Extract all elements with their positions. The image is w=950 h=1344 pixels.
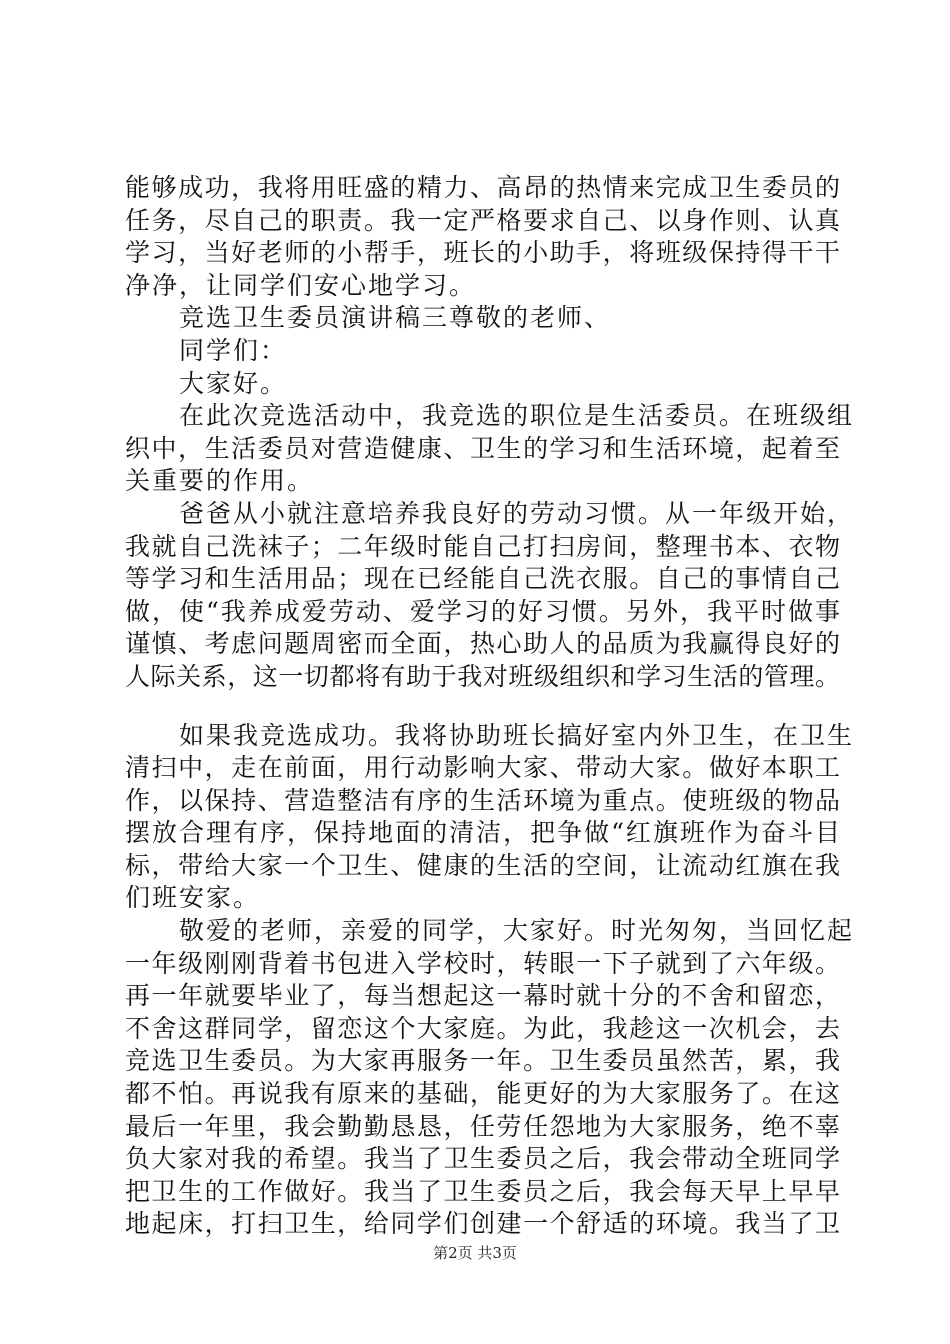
- text-line: 我就自己洗袜子；二年级时能自己打扫房间，整理书本、衣物: [125, 531, 840, 561]
- text-line: 关重要的作用。: [125, 466, 315, 496]
- text-line: 谨慎、考虑问题周密而全面，热心助人的品质为我赢得良好的: [125, 629, 840, 659]
- text-line: 织中，生活委员对营造健康、卫生的学习和生活环境，起着至: [125, 433, 840, 463]
- text-line: 敬爱的老师，亲爱的同学，大家好。时光匆匆，当回忆起: [179, 916, 855, 946]
- text-line: 不舍这群同学，留恋这个大家庭。为此，我趁这一次机会，去: [125, 1013, 840, 1043]
- text-line: 人际关系，这一切都将有助于我对班级组织和学习生活的管理。: [125, 661, 840, 691]
- text-line: 清扫中，走在前面，用行动影响大家、带动大家。做好本职工: [125, 753, 840, 783]
- text-line: 学习，当好老师的小帮手，班长的小助手，将班级保持得干干: [125, 238, 840, 268]
- text-line: 如果我竞选成功。我将协助班长搞好室内外卫生，在卫生: [179, 720, 855, 750]
- text-line: 爸爸从小就注意培养我良好的劳动习惯。从一年级开始，: [179, 498, 855, 528]
- text-line: 竞选卫生委员。为大家再服务一年。卫生委员虽然苦，累，我: [125, 1046, 840, 1076]
- text-line: 最后一年里，我会勤勤恳恳，任劳任怨地为大家服务，绝不辜: [125, 1111, 840, 1141]
- text-line: 一年级刚刚背着书包进入学校时，转眼一下子就到了六年级。: [125, 948, 840, 978]
- text-line: 在此次竞选活动中，我竞选的职位是生活委员。在班级组: [179, 401, 855, 431]
- text-line: 作，以保持、营造整洁有序的生活环境为重点。使班级的物品: [125, 785, 840, 815]
- text-line: 标，带给大家一个卫生、健康的生活的空间，让流动红旗在我: [125, 850, 840, 880]
- text-line: 地起床，打扫卫生，给同学们创建一个舒适的环境。我当了卫: [125, 1209, 840, 1239]
- text-line: 都不怕。再说我有原来的基础，能更好的为大家服务了。在这: [125, 1079, 840, 1109]
- document-body: [125, 172, 855, 1241]
- text-line: 们班安家。: [125, 883, 261, 913]
- text-line: 同学们：: [179, 335, 288, 365]
- text-line: 负大家对我的希望。我当了卫生委员之后，我会带动全班同学: [125, 1144, 840, 1174]
- text-line: 净净，让同学们安心地学习。: [125, 270, 477, 300]
- text-line: 任务，尽自己的职责。我一定严格要求自己、以身作则、认真: [125, 205, 840, 235]
- text-line: 把卫生的工作做好。我当了卫生委员之后，我会每天早上早早: [125, 1176, 840, 1206]
- text-line: 能够成功，我将用旺盛的精力、高昂的热情来完成卫生委员的: [125, 173, 840, 202]
- paragraph-gap: [125, 694, 840, 720]
- text-line: 大家好。: [179, 368, 288, 398]
- page-footer: [0, 1243, 950, 1263]
- text-line: 做，使“我养成爱劳动、爱学习的好习惯。另外，我平时做事: [125, 596, 840, 626]
- text-line: 摆放合理有序，保持地面的清洁，把争做“红旗班作为奋斗目: [125, 818, 840, 848]
- text-line: 等学习和生活用品；现在已经能自己洗衣服。自己的事情自己: [125, 564, 840, 594]
- text-line: 再一年就要毕业了，每当想起这一幕时就十分的不舍和留恋，: [125, 981, 840, 1011]
- page-number-label: 第2页 共3页: [433, 1244, 517, 1262]
- text-line: 竞选卫生委员演讲稿三尊敬的老师、: [179, 303, 612, 333]
